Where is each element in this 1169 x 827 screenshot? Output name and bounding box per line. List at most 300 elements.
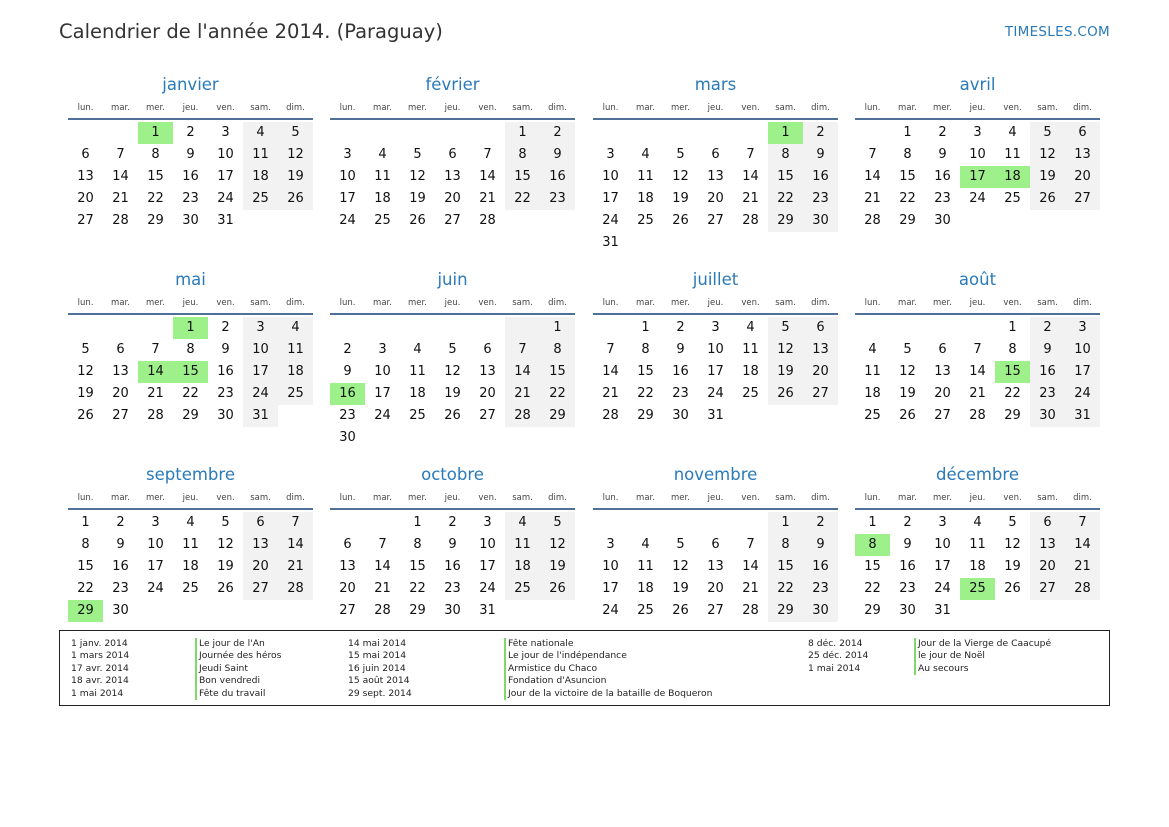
- day-cell[interactable]: 11: [409, 364, 426, 379]
- day-cell[interactable]: 12: [899, 364, 916, 379]
- day-cell[interactable]: 13: [1065, 144, 1100, 166]
- day-cell[interactable]: 18: [864, 386, 881, 401]
- day-cell[interactable]: 13: [112, 364, 129, 379]
- day-cell[interactable]: 11: [182, 537, 199, 552]
- day-cell[interactable]: 22: [182, 386, 199, 401]
- day-cell[interactable]: 21: [742, 581, 759, 596]
- day-cell[interactable]: 20: [707, 581, 724, 596]
- day-cell[interactable]: 1: [81, 515, 90, 530]
- day-cell[interactable]: 11: [742, 342, 759, 357]
- day-cell[interactable]: 13: [707, 169, 724, 184]
- day-cell[interactable]: 13: [707, 559, 724, 574]
- day-cell[interactable]: 19: [672, 191, 689, 206]
- day-cell[interactable]: 22: [77, 581, 94, 596]
- day-cell[interactable]: 19: [768, 361, 803, 383]
- day-cell[interactable]: 11: [1004, 147, 1021, 162]
- day-cell[interactable]: 27: [444, 213, 461, 228]
- day-cell[interactable]: 19: [672, 581, 689, 596]
- day-cell[interactable]: 31: [934, 603, 951, 618]
- day-cell[interactable]: 5: [81, 342, 90, 357]
- holiday-day[interactable]: 1: [768, 122, 803, 144]
- day-cell[interactable]: 22: [864, 581, 881, 596]
- day-cell[interactable]: 14: [1065, 534, 1100, 556]
- day-cell[interactable]: 24: [479, 581, 496, 596]
- day-cell[interactable]: 27: [339, 603, 356, 618]
- day-cell[interactable]: 31: [707, 408, 724, 423]
- day-cell[interactable]: 23: [899, 581, 916, 596]
- day-cell[interactable]: 21: [112, 191, 129, 206]
- day-cell[interactable]: 18: [637, 581, 654, 596]
- day-cell[interactable]: 17: [602, 191, 619, 206]
- day-cell[interactable]: 26: [217, 581, 234, 596]
- day-cell[interactable]: 7: [116, 147, 125, 162]
- day-cell[interactable]: 17: [147, 559, 164, 574]
- day-cell[interactable]: 21: [374, 581, 391, 596]
- day-cell[interactable]: 27: [77, 213, 94, 228]
- day-cell[interactable]: 27: [1065, 188, 1100, 210]
- day-cell[interactable]: 21: [479, 191, 496, 206]
- day-cell[interactable]: 25: [409, 408, 426, 423]
- holiday-day[interactable]: 18: [995, 166, 1030, 188]
- day-cell[interactable]: 25: [637, 603, 654, 618]
- day-cell[interactable]: 28: [742, 603, 759, 618]
- day-cell[interactable]: 5: [903, 342, 912, 357]
- day-cell[interactable]: 16: [672, 364, 689, 379]
- day-cell[interactable]: 18: [182, 559, 199, 574]
- holiday-day[interactable]: 14: [138, 361, 173, 383]
- day-cell[interactable]: 15: [864, 559, 881, 574]
- day-cell[interactable]: 2: [116, 515, 125, 530]
- day-cell[interactable]: 10: [479, 537, 496, 552]
- day-cell[interactable]: 31: [1065, 405, 1100, 427]
- day-cell[interactable]: 24: [243, 383, 278, 405]
- day-cell[interactable]: 4: [505, 512, 540, 534]
- day-cell[interactable]: 2: [540, 122, 575, 144]
- day-cell[interactable]: 10: [969, 147, 986, 162]
- day-cell[interactable]: 28: [374, 603, 391, 618]
- day-cell[interactable]: 14: [742, 559, 759, 574]
- day-cell[interactable]: 10: [217, 147, 234, 162]
- day-cell[interactable]: 20: [1065, 166, 1100, 188]
- day-cell[interactable]: 21: [742, 191, 759, 206]
- day-cell[interactable]: 30: [444, 603, 461, 618]
- day-cell[interactable]: 28: [112, 213, 129, 228]
- day-cell[interactable]: 9: [221, 342, 230, 357]
- day-cell[interactable]: 8: [151, 147, 160, 162]
- day-cell[interactable]: 4: [1008, 125, 1017, 140]
- day-cell[interactable]: 9: [1030, 339, 1065, 361]
- day-cell[interactable]: 25: [742, 386, 759, 401]
- day-cell[interactable]: 27: [112, 408, 129, 423]
- day-cell[interactable]: 31: [479, 603, 496, 618]
- day-cell[interactable]: 1: [868, 515, 877, 530]
- day-cell[interactable]: 12: [444, 364, 461, 379]
- day-cell[interactable]: 1: [903, 125, 912, 140]
- day-cell[interactable]: 29: [147, 213, 164, 228]
- day-cell[interactable]: 12: [1030, 144, 1065, 166]
- day-cell[interactable]: 10: [934, 537, 951, 552]
- day-cell[interactable]: 14: [278, 534, 313, 556]
- day-cell[interactable]: 25: [243, 188, 278, 210]
- day-cell[interactable]: 30: [1030, 405, 1065, 427]
- day-cell[interactable]: 2: [221, 320, 230, 335]
- day-cell[interactable]: 4: [278, 317, 313, 339]
- day-cell[interactable]: 30: [672, 408, 689, 423]
- day-cell[interactable]: 29: [182, 408, 199, 423]
- day-cell[interactable]: 16: [803, 556, 838, 578]
- day-cell[interactable]: 16: [540, 166, 575, 188]
- day-cell[interactable]: 9: [803, 144, 838, 166]
- day-cell[interactable]: 3: [711, 320, 720, 335]
- holiday-day[interactable]: 16: [330, 383, 365, 405]
- day-cell[interactable]: 12: [540, 534, 575, 556]
- day-cell[interactable]: 30: [803, 210, 838, 232]
- day-cell[interactable]: 8: [768, 144, 803, 166]
- holiday-day[interactable]: 29: [68, 600, 103, 622]
- day-cell[interactable]: 9: [676, 342, 685, 357]
- day-cell[interactable]: 29: [1004, 408, 1021, 423]
- day-cell[interactable]: 23: [803, 578, 838, 600]
- day-cell[interactable]: 26: [1004, 581, 1021, 596]
- day-cell[interactable]: 13: [444, 169, 461, 184]
- day-cell[interactable]: 14: [602, 364, 619, 379]
- day-cell[interactable]: 2: [343, 342, 352, 357]
- day-cell[interactable]: 16: [444, 559, 461, 574]
- day-cell[interactable]: 3: [973, 125, 982, 140]
- day-cell[interactable]: 16: [803, 166, 838, 188]
- day-cell[interactable]: 8: [186, 342, 195, 357]
- day-cell[interactable]: 16: [899, 559, 916, 574]
- day-cell[interactable]: 27: [1030, 578, 1065, 600]
- day-cell[interactable]: 24: [217, 191, 234, 206]
- day-cell[interactable]: 2: [1030, 317, 1065, 339]
- day-cell[interactable]: 25: [637, 213, 654, 228]
- day-cell[interactable]: 22: [768, 188, 803, 210]
- day-cell[interactable]: 5: [1008, 515, 1017, 530]
- day-cell[interactable]: 2: [938, 125, 947, 140]
- day-cell[interactable]: 8: [540, 339, 575, 361]
- day-cell[interactable]: 11: [864, 364, 881, 379]
- day-cell[interactable]: 30: [182, 213, 199, 228]
- day-cell[interactable]: 5: [676, 147, 685, 162]
- day-cell[interactable]: 14: [505, 361, 540, 383]
- day-cell[interactable]: 3: [606, 147, 615, 162]
- day-cell[interactable]: 1: [413, 515, 422, 530]
- day-cell[interactable]: 7: [868, 147, 877, 162]
- day-cell[interactable]: 24: [934, 581, 951, 596]
- day-cell[interactable]: 26: [768, 383, 803, 405]
- day-cell[interactable]: 21: [602, 386, 619, 401]
- day-cell[interactable]: 23: [540, 188, 575, 210]
- day-cell[interactable]: 29: [540, 405, 575, 427]
- day-cell[interactable]: 13: [934, 364, 951, 379]
- day-cell[interactable]: 7: [151, 342, 160, 357]
- day-cell[interactable]: 5: [413, 147, 422, 162]
- day-cell[interactable]: 4: [243, 122, 278, 144]
- holiday-day[interactable]: 1: [138, 122, 173, 144]
- day-cell[interactable]: 8: [768, 534, 803, 556]
- day-cell[interactable]: 12: [768, 339, 803, 361]
- day-cell[interactable]: 12: [77, 364, 94, 379]
- day-cell[interactable]: 11: [374, 169, 391, 184]
- day-cell[interactable]: 28: [1065, 578, 1100, 600]
- day-cell[interactable]: 7: [746, 147, 755, 162]
- day-cell[interactable]: 5: [676, 537, 685, 552]
- day-cell[interactable]: 15: [409, 559, 426, 574]
- day-cell[interactable]: 6: [81, 147, 90, 162]
- day-cell[interactable]: 2: [448, 515, 457, 530]
- day-cell[interactable]: 23: [803, 188, 838, 210]
- day-cell[interactable]: 18: [969, 559, 986, 574]
- day-cell[interactable]: 21: [147, 386, 164, 401]
- day-cell[interactable]: 7: [746, 537, 755, 552]
- day-cell[interactable]: 22: [1004, 386, 1021, 401]
- day-cell[interactable]: 23: [934, 191, 951, 206]
- day-cell[interactable]: 27: [707, 603, 724, 618]
- day-cell[interactable]: 10: [707, 342, 724, 357]
- day-cell[interactable]: 17: [217, 169, 234, 184]
- day-cell[interactable]: 19: [540, 556, 575, 578]
- day-cell[interactable]: 11: [637, 559, 654, 574]
- day-cell[interactable]: 15: [899, 169, 916, 184]
- day-cell[interactable]: 22: [768, 578, 803, 600]
- day-cell[interactable]: 3: [938, 515, 947, 530]
- day-cell[interactable]: 26: [278, 188, 313, 210]
- day-cell[interactable]: 19: [444, 386, 461, 401]
- day-cell[interactable]: 17: [602, 581, 619, 596]
- holiday-day[interactable]: 8: [855, 534, 890, 556]
- day-cell[interactable]: 4: [641, 537, 650, 552]
- day-cell[interactable]: 18: [742, 364, 759, 379]
- day-cell[interactable]: 13: [243, 534, 278, 556]
- day-cell[interactable]: 11: [243, 144, 278, 166]
- day-cell[interactable]: 3: [483, 515, 492, 530]
- day-cell[interactable]: 3: [221, 125, 230, 140]
- day-cell[interactable]: 9: [540, 144, 575, 166]
- day-cell[interactable]: 31: [217, 213, 234, 228]
- day-cell[interactable]: 20: [243, 556, 278, 578]
- day-cell[interactable]: 19: [217, 559, 234, 574]
- day-cell[interactable]: 28: [864, 213, 881, 228]
- day-cell[interactable]: 24: [339, 213, 356, 228]
- day-cell[interactable]: 20: [479, 386, 496, 401]
- day-cell[interactable]: 3: [606, 537, 615, 552]
- day-cell[interactable]: 3: [151, 515, 160, 530]
- day-cell[interactable]: 7: [1065, 512, 1100, 534]
- day-cell[interactable]: 10: [602, 169, 619, 184]
- day-cell[interactable]: 9: [903, 537, 912, 552]
- day-cell[interactable]: 21: [969, 386, 986, 401]
- day-cell[interactable]: 26: [1030, 188, 1065, 210]
- day-cell[interactable]: 22: [505, 188, 540, 210]
- day-cell[interactable]: 19: [77, 386, 94, 401]
- day-cell[interactable]: 6: [343, 537, 352, 552]
- day-cell[interactable]: 13: [1030, 534, 1065, 556]
- day-cell[interactable]: 26: [409, 213, 426, 228]
- day-cell[interactable]: 3: [243, 317, 278, 339]
- day-cell[interactable]: 28: [742, 213, 759, 228]
- day-cell[interactable]: 26: [672, 213, 689, 228]
- day-cell[interactable]: 8: [1008, 342, 1017, 357]
- day-cell[interactable]: 16: [182, 169, 199, 184]
- day-cell[interactable]: 27: [707, 213, 724, 228]
- day-cell[interactable]: 16: [217, 364, 234, 379]
- day-cell[interactable]: 12: [672, 169, 689, 184]
- day-cell[interactable]: 5: [448, 342, 457, 357]
- day-cell[interactable]: 11: [637, 169, 654, 184]
- day-cell[interactable]: 15: [768, 556, 803, 578]
- day-cell[interactable]: 29: [864, 603, 881, 618]
- day-cell[interactable]: 4: [973, 515, 982, 530]
- day-cell[interactable]: 22: [899, 191, 916, 206]
- day-cell[interactable]: 1: [641, 320, 650, 335]
- day-cell[interactable]: 9: [803, 534, 838, 556]
- holiday-day[interactable]: 15: [995, 361, 1030, 383]
- day-cell[interactable]: 26: [672, 603, 689, 618]
- day-cell[interactable]: 29: [768, 600, 803, 622]
- day-cell[interactable]: 30: [217, 408, 234, 423]
- day-cell[interactable]: 24: [602, 603, 619, 618]
- day-cell[interactable]: 18: [374, 191, 391, 206]
- day-cell[interactable]: 27: [243, 578, 278, 600]
- day-cell[interactable]: 4: [186, 515, 195, 530]
- day-cell[interactable]: 3: [378, 342, 387, 357]
- day-cell[interactable]: 2: [186, 125, 195, 140]
- day-cell[interactable]: 8: [641, 342, 650, 357]
- day-cell[interactable]: 13: [77, 169, 94, 184]
- day-cell[interactable]: 25: [864, 408, 881, 423]
- day-cell[interactable]: 14: [742, 169, 759, 184]
- day-cell[interactable]: 6: [243, 512, 278, 534]
- day-cell[interactable]: 9: [448, 537, 457, 552]
- day-cell[interactable]: 11: [278, 339, 313, 361]
- holiday-day[interactable]: 1: [173, 317, 208, 339]
- holiday-day[interactable]: 17: [960, 166, 995, 188]
- day-cell[interactable]: 19: [1030, 166, 1065, 188]
- day-cell[interactable]: 8: [413, 537, 422, 552]
- day-cell[interactable]: 25: [182, 581, 199, 596]
- day-cell[interactable]: 6: [1030, 512, 1065, 534]
- day-cell[interactable]: 13: [339, 559, 356, 574]
- day-cell[interactable]: 21: [864, 191, 881, 206]
- day-cell[interactable]: 5: [768, 317, 803, 339]
- day-cell[interactable]: 26: [444, 408, 461, 423]
- day-cell[interactable]: 25: [505, 578, 540, 600]
- day-cell[interactable]: 24: [147, 581, 164, 596]
- day-cell[interactable]: 6: [711, 147, 720, 162]
- day-cell[interactable]: 8: [903, 147, 912, 162]
- day-cell[interactable]: 29: [768, 210, 803, 232]
- day-cell[interactable]: 20: [339, 581, 356, 596]
- day-cell[interactable]: 20: [707, 191, 724, 206]
- day-cell[interactable]: 5: [1030, 122, 1065, 144]
- day-cell[interactable]: 23: [182, 191, 199, 206]
- day-cell[interactable]: 8: [81, 537, 90, 552]
- day-cell[interactable]: 23: [339, 408, 356, 423]
- day-cell[interactable]: 6: [803, 317, 838, 339]
- day-cell[interactable]: 23: [1030, 383, 1065, 405]
- day-cell[interactable]: 28: [969, 408, 986, 423]
- day-cell[interactable]: 28: [602, 408, 619, 423]
- day-cell[interactable]: 4: [868, 342, 877, 357]
- day-cell[interactable]: 14: [864, 169, 881, 184]
- day-cell[interactable]: 26: [899, 408, 916, 423]
- day-cell[interactable]: 18: [409, 386, 426, 401]
- day-cell[interactable]: 23: [217, 386, 234, 401]
- day-cell[interactable]: 4: [378, 147, 387, 162]
- day-cell[interactable]: 27: [479, 408, 496, 423]
- day-cell[interactable]: 20: [77, 191, 94, 206]
- day-cell[interactable]: 22: [409, 581, 426, 596]
- day-cell[interactable]: 17: [339, 191, 356, 206]
- day-cell[interactable]: 14: [969, 364, 986, 379]
- day-cell[interactable]: 22: [540, 383, 575, 405]
- day-cell[interactable]: 21: [278, 556, 313, 578]
- day-cell[interactable]: 17: [243, 361, 278, 383]
- day-cell[interactable]: 22: [147, 191, 164, 206]
- day-cell[interactable]: 9: [116, 537, 125, 552]
- day-cell[interactable]: 1: [505, 122, 540, 144]
- day-cell[interactable]: 16: [112, 559, 129, 574]
- day-cell[interactable]: 12: [278, 144, 313, 166]
- day-cell[interactable]: 7: [378, 537, 387, 552]
- day-cell[interactable]: 7: [483, 147, 492, 162]
- day-cell[interactable]: 18: [505, 556, 540, 578]
- day-cell[interactable]: 31: [602, 235, 619, 250]
- day-cell[interactable]: 24: [602, 213, 619, 228]
- day-cell[interactable]: 9: [186, 147, 195, 162]
- day-cell[interactable]: 8: [505, 144, 540, 166]
- day-cell[interactable]: 3: [343, 147, 352, 162]
- day-cell[interactable]: 13: [479, 364, 496, 379]
- day-cell[interactable]: 4: [746, 320, 755, 335]
- day-cell[interactable]: 9: [938, 147, 947, 162]
- day-cell[interactable]: 2: [676, 320, 685, 335]
- day-cell[interactable]: 16: [1030, 361, 1065, 383]
- day-cell[interactable]: 31: [243, 405, 278, 427]
- day-cell[interactable]: 2: [803, 512, 838, 534]
- day-cell[interactable]: 5: [278, 122, 313, 144]
- day-cell[interactable]: 10: [602, 559, 619, 574]
- day-cell[interactable]: 10: [339, 169, 356, 184]
- day-cell[interactable]: 9: [343, 364, 352, 379]
- day-cell[interactable]: 15: [768, 166, 803, 188]
- day-cell[interactable]: 4: [413, 342, 422, 357]
- day-cell[interactable]: 2: [903, 515, 912, 530]
- day-cell[interactable]: 17: [374, 386, 391, 401]
- day-cell[interactable]: 17: [934, 559, 951, 574]
- holiday-day[interactable]: 25: [960, 578, 995, 600]
- day-cell[interactable]: 16: [934, 169, 951, 184]
- day-cell[interactable]: 30: [899, 603, 916, 618]
- day-cell[interactable]: 4: [641, 147, 650, 162]
- day-cell[interactable]: 3: [1065, 317, 1100, 339]
- day-cell[interactable]: 21: [1065, 556, 1100, 578]
- day-cell[interactable]: 12: [1004, 537, 1021, 552]
- day-cell[interactable]: 11: [969, 537, 986, 552]
- day-cell[interactable]: 17: [1065, 361, 1100, 383]
- day-cell[interactable]: 6: [1065, 122, 1100, 144]
- day-cell[interactable]: 12: [217, 537, 234, 552]
- day-cell[interactable]: 29: [637, 408, 654, 423]
- day-cell[interactable]: 19: [278, 166, 313, 188]
- day-cell[interactable]: 20: [803, 361, 838, 383]
- day-cell[interactable]: 18: [278, 361, 313, 383]
- day-cell[interactable]: 1: [540, 317, 575, 339]
- day-cell[interactable]: 14: [112, 169, 129, 184]
- day-cell[interactable]: 7: [278, 512, 313, 534]
- day-cell[interactable]: 5: [221, 515, 230, 530]
